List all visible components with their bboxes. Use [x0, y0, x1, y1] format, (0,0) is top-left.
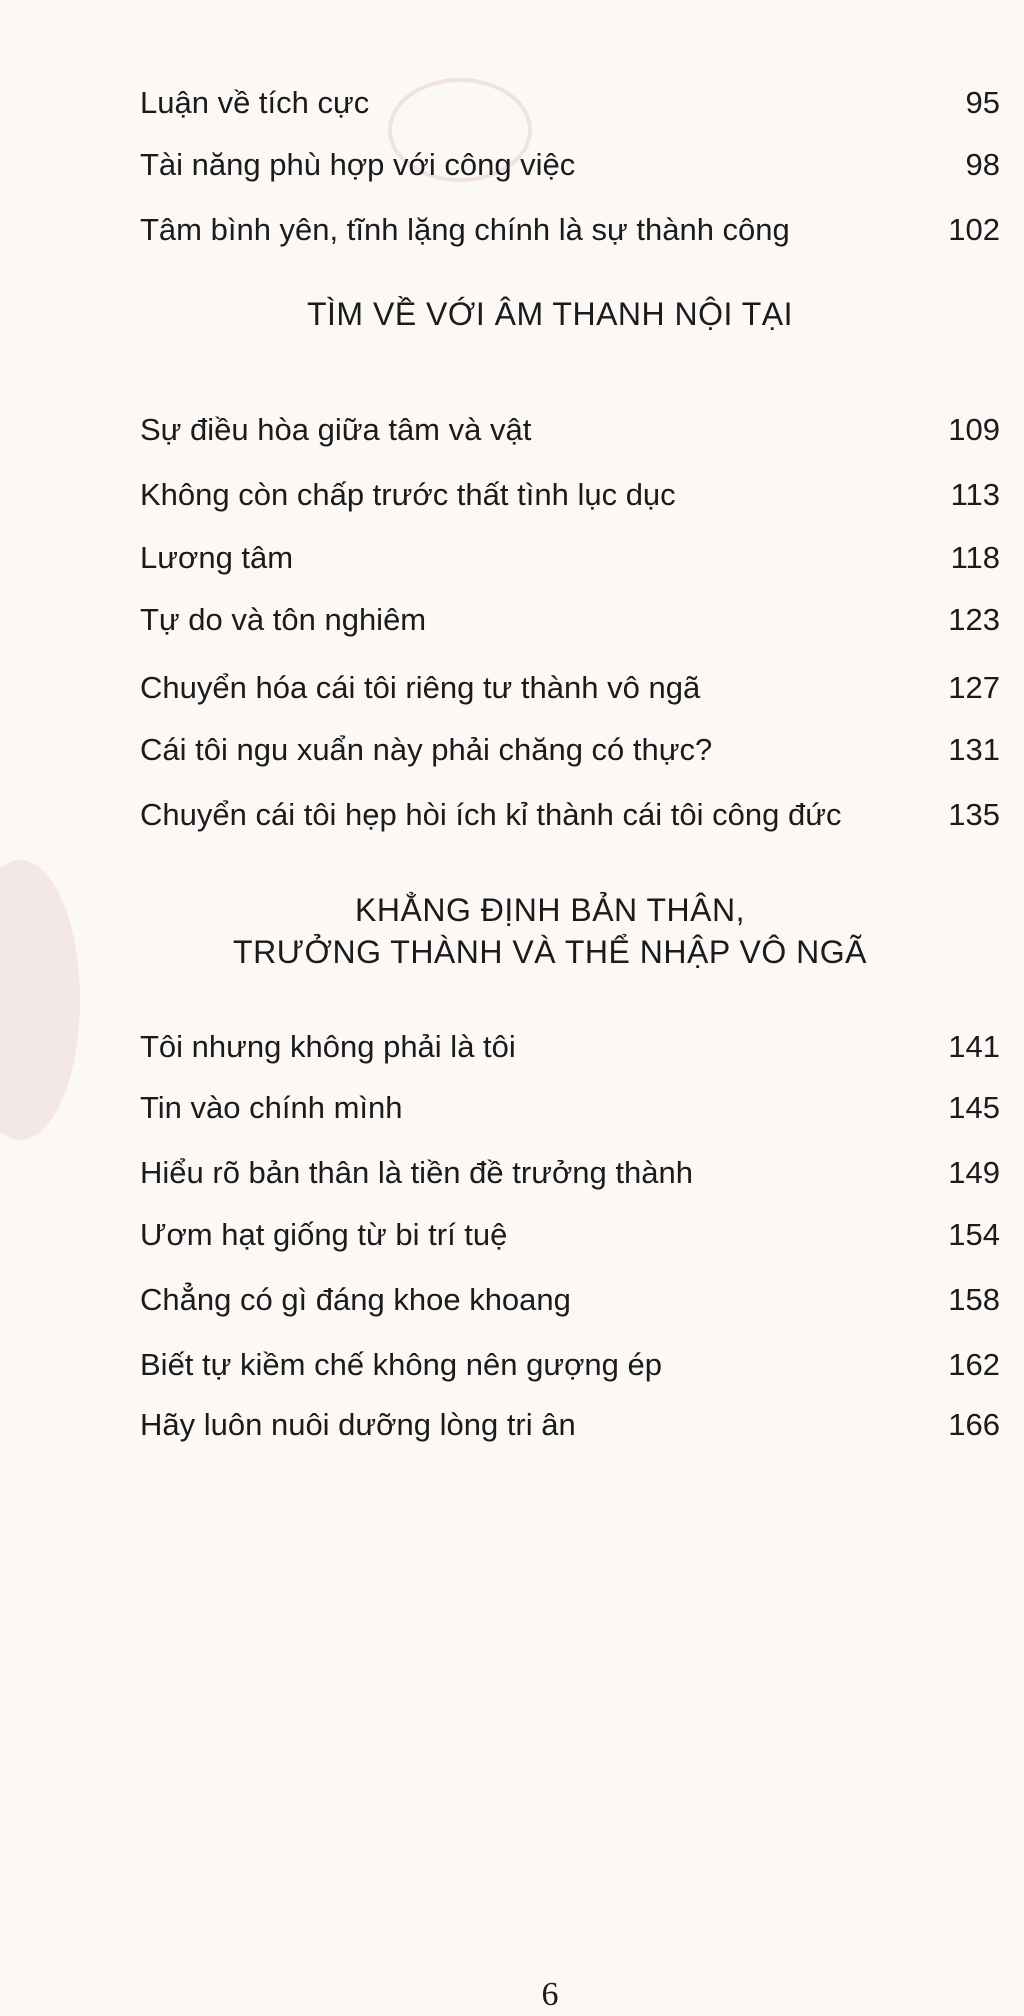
toc-entry: [140, 205, 1000, 255]
toc-entry-page: 127: [948, 670, 1000, 705]
toc-entry-page: 95: [965, 85, 1000, 120]
toc-entry-page: 123: [948, 602, 1000, 637]
toc-entry-page: 113: [950, 477, 1000, 512]
toc-entry-page: 102: [948, 212, 1000, 247]
toc-entry-title: Hãy luôn nuôi dưỡng lòng tri ân: [140, 1407, 576, 1442]
toc-entry-title: Không còn chấp trước thất tình lục dục: [140, 477, 676, 512]
toc-entry-title: Chuyển hóa cái tôi riêng tư thành vô ngã: [140, 670, 701, 705]
toc-entry-title: Ươm hạt giống từ bi trí tuệ: [140, 1217, 508, 1252]
toc-entry-page: 135: [948, 797, 1000, 832]
toc-entry-title: Sự điều hòa giữa tâm và vật: [140, 412, 532, 447]
toc-entry: [140, 595, 1000, 645]
toc-entry: [140, 533, 1000, 583]
toc-entry-title: Cái tôi ngu xuẩn này phải chăng có thực?: [140, 732, 713, 767]
toc-entry: [140, 78, 1000, 128]
toc-entry-title: Tự do và tôn nghiêm: [140, 602, 427, 637]
toc-entry-title: Tin vào chính mình: [140, 1090, 403, 1125]
toc-entry: [140, 140, 1000, 190]
toc-entry: [140, 1083, 1000, 1133]
toc-entry-title: Tôi nhưng không phải là tôi: [140, 1029, 516, 1064]
toc-entry-page: 154: [948, 1217, 1000, 1252]
toc-entry: [140, 470, 1000, 520]
section-heading: TÌM VỀ VỚI ÂM THANH NỘI TẠI: [306, 296, 794, 332]
toc-entry-page: 131: [948, 732, 1000, 767]
page-number: 6: [541, 1976, 559, 2013]
toc-entry-title: Luận về tích cực: [140, 85, 370, 120]
toc-entry-page: 145: [948, 1090, 1000, 1125]
toc-entry: [140, 1022, 1000, 1072]
toc-entry-title: Tài năng phù hợp với công việc: [140, 147, 576, 182]
toc-entry-page: 98: [965, 147, 1000, 182]
toc-entry: [140, 1148, 1000, 1198]
toc-entry: [140, 1340, 1000, 1390]
toc-entry-title: Lương tâm: [140, 540, 294, 575]
toc-entry-page: 109: [948, 412, 1000, 447]
toc-entry-page: 158: [948, 1282, 1000, 1317]
toc-entry-page: 162: [948, 1347, 1000, 1382]
toc-entry: [140, 405, 1000, 455]
toc-entry: [140, 1275, 1000, 1325]
toc-entry-title: Hiểu rõ bản thân là tiền đề trưởng thành: [140, 1155, 693, 1190]
toc-entry-title: Chuyển cái tôi hẹp hòi ích kỉ thành cái tôi công đức: [140, 797, 842, 832]
toc-entry-page: 141: [948, 1029, 1000, 1064]
toc-entry: [140, 790, 1000, 840]
toc-entry: [140, 1210, 1000, 1260]
toc-entry: [140, 663, 1000, 713]
toc-entry-title: Biết tự kiềm chế không nên gượng ép: [140, 1347, 662, 1382]
toc-entry-page: 149: [948, 1155, 1000, 1190]
toc-entry-title: Chẳng có gì đáng khoe khoang: [140, 1282, 571, 1317]
section-heading-line-2: TRƯỞNG THÀNH VÀ THỂ NHẬP VÔ NGÃ: [233, 934, 867, 970]
toc-entry: [140, 725, 1000, 775]
toc-entry: [140, 1400, 1000, 1450]
toc-entry-title: Tâm bình yên, tĩnh lặng chính là sự thành công: [140, 212, 790, 247]
toc-entry-page: 118: [950, 540, 1000, 575]
section-heading-line-1: KHẲNG ĐỊNH BẢN THÂN,: [355, 892, 745, 928]
toc-entry-page: 166: [948, 1407, 1000, 1442]
